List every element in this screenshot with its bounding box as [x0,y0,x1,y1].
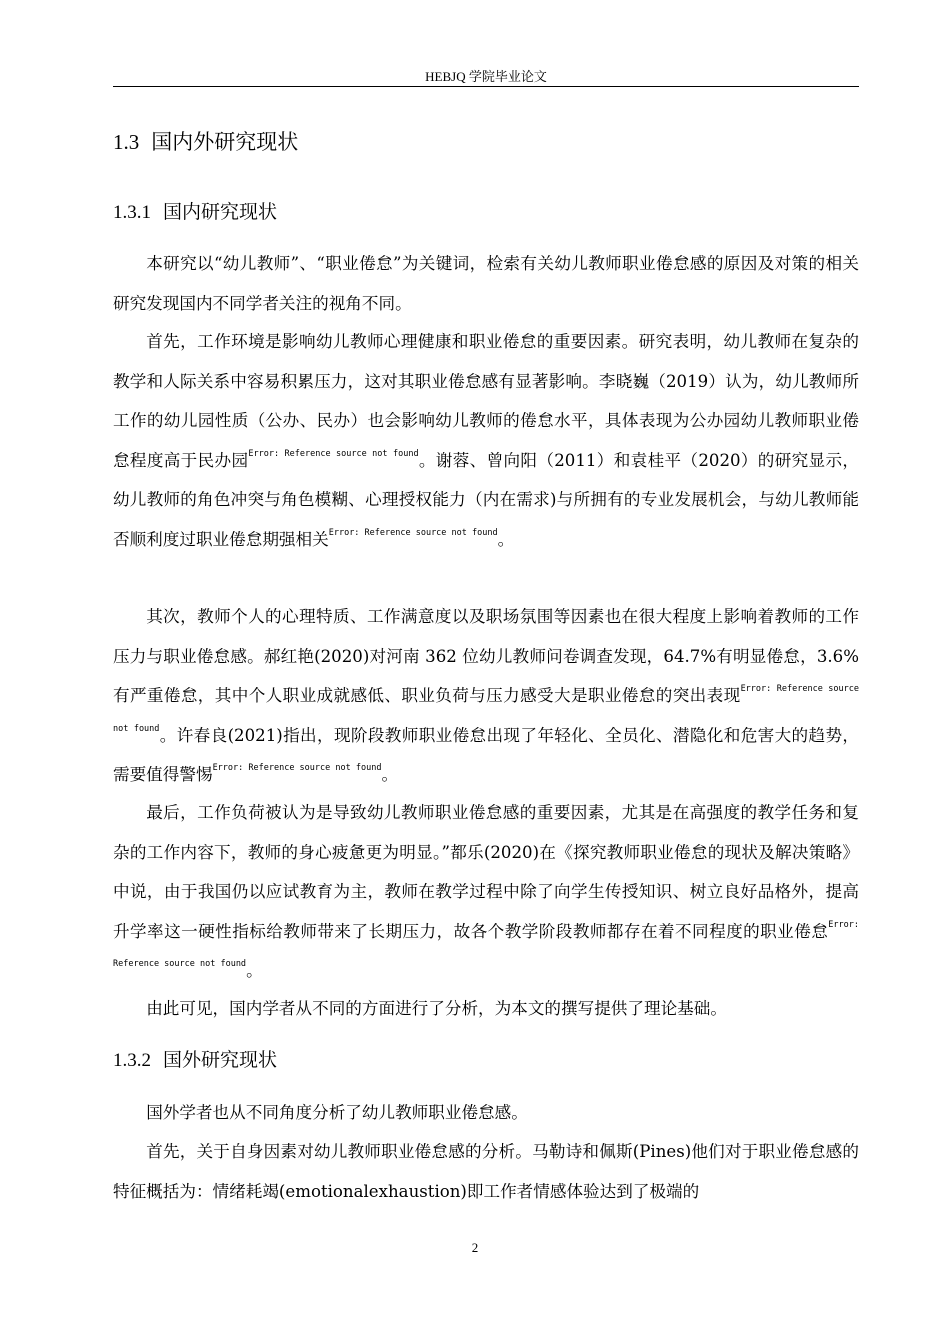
paragraph-personal-traits [113,597,859,795]
paragraph-intro: 本研究以“幼儿教师”、“职业倦怠”为关键词，检索有关幼儿教师职业倦怠感的原因及对策的相关研究发现国内不同学者关注的视角不同。 [113,254,859,313]
section-number: 1.3 [113,130,140,154]
paragraph-text: 。谢蓉、曾向阳（2011）和袁桂平（2020）的研究显示，幼儿教师的角色冲突与角色模糊、心理授权能力（内在需求)与所拥有的专业发展机会，与幼儿教师能否顺利度过职业倦怠期强相关 [113,450,859,549]
header-rule [113,86,859,87]
reference-error: Error: Reference source not found [212,763,382,774]
subsection-number: 1.3.1 [113,202,151,223]
reference-error: Error: Reference source not found [248,448,419,459]
paragraph-workload [113,793,859,991]
paragraph-work-environment [113,322,859,560]
section-heading [113,126,298,156]
paragraph-text: 其次，教师个人的心理特质、工作满意度以及职场氛围等因素也在很大程度上影响着教师的工作压力与职业倦怠感。郝红艳(2020)对河南 362 位幼儿教师问卷调查发现，64.7%有明显倦怠，3.6%有严重倦怠，其中个人职业成就感低、职业负荷与压力感受大是职业倦怠的突出表现 [113,607,859,706]
paragraph-text: 。 [381,765,399,785]
reference-error: Error: Reference source not found [328,527,498,538]
reference-error: Error: Reference source not found [113,684,859,734]
paragraph-text: 首先，工作环境是影响幼儿教师心理健康和职业倦怠的重要因素。研究表明，幼儿教师在复杂的教学和人际关系中容易积累压力，这对其职业倦怠感有显著影响。李晓巍（2019）认为，幼儿教师所工作的幼儿园性质（公办、民办）也会影响幼儿教师的倦怠水平，具体表现为公办园幼儿教师职业倦怠程度高于民办园 [113,332,859,470]
page-header: HEBJQ 学院毕业论文 [425,69,547,84]
paragraph-text: 。 [497,529,515,549]
subsection-title: 国内研究现状 [163,201,278,223]
paragraph-foreign-intro: 国外学者也从不同角度分析了幼儿教师职业倦怠感。 [146,1103,528,1122]
paragraph-foreign-self-factors: 首先，关于自身因素对幼儿教师职业倦怠感的分析。马勒诗和佩斯(Pines)他们对于职业倦怠感的特征概括为：情绪耗竭(emotionalexhaustion)即工作者情感体验达到了极端的 [113,1142,859,1201]
paragraph-summary: 由此可见，国内学者从不同的方面进行了分析，为本文的撰写提供了理论基础。 [146,999,727,1018]
reference-error: Error: Reference source not found [113,919,859,970]
subsection-heading-domestic [113,197,277,224]
paragraph-text: 。许春良(2021)指出，现阶段教师职业倦怠出现了年轻化、全员化、潜隐化和危害大的趋势，需要值得警惕 [113,725,859,785]
subsection-heading-foreign [113,1045,277,1072]
subsection-number: 1.3.2 [113,1050,151,1071]
paragraph-text: 。 [246,961,263,981]
section-title: 国内外研究现状 [151,130,299,154]
subsection-title: 国外研究现状 [163,1049,278,1071]
page-number: 2 [471,1240,479,1255]
paragraph-text: 最后，工作负荷被认为是导致幼儿教师职业倦怠感的重要因素，尤其是在高强度的教学任务和复杂的工作内容下，教师的身心疲惫更为明显。”都乐(2020)在《探究教师职业倦怠的现状及解决策略》中说，由于我国仍以应试教育为主，教师在教学过程中除了向学生传授知识、树立良好品格外，提高升学率这一硬性指标给教师带来了长期压力，故各个教学阶段教师都存在着不同程度的职业倦怠 [113,803,859,941]
